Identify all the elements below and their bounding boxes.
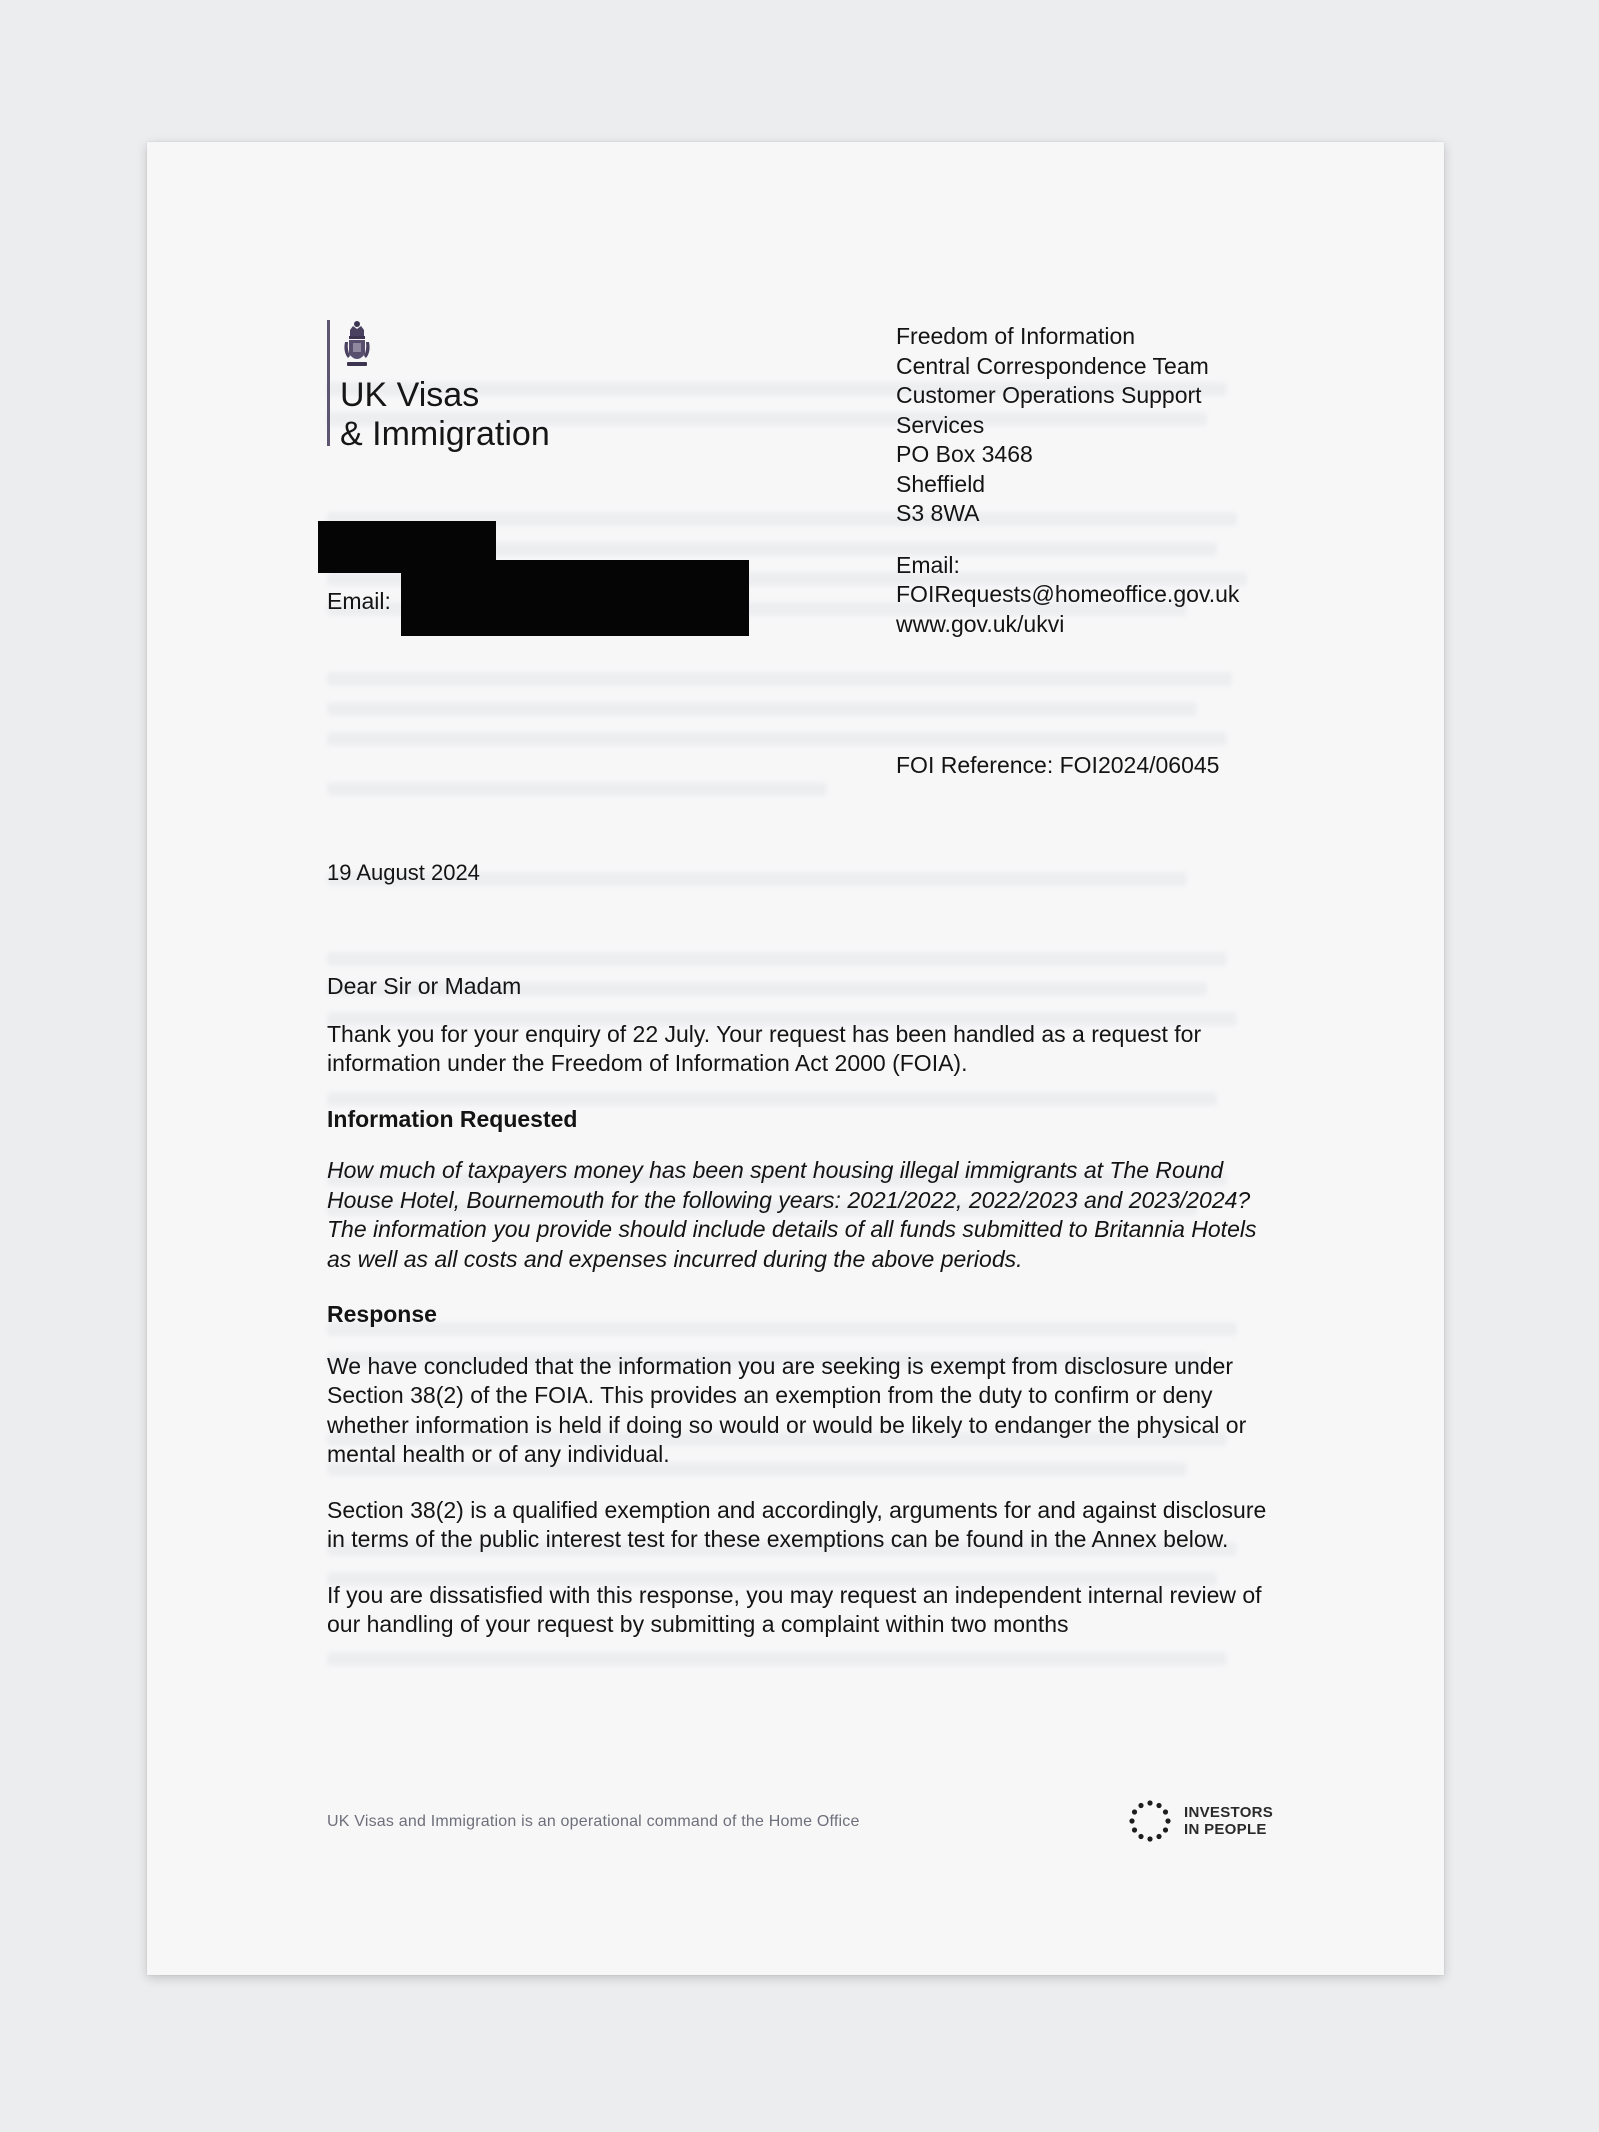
letter-date: 19 August 2024 xyxy=(327,860,480,885)
letter-page xyxy=(147,142,1444,1975)
response-paragraph-2: Section 38(2) is a qualified exemption and accordingly, arguments for and against disclosure in terms of the public interest test for these exemptions can be found in the Annex below. xyxy=(327,1496,1267,1552)
requested-question: How much of taxpayers money has been spent housing illegal immigrants at The Round House Hotel, Bournemouth for the following years: 2021/2022, 2022/2023 and 2023/2024? The information you provide should include details of all funds submitted to Britannia Hotels as well as all costs and expenses incurred during the above periods. xyxy=(327,1157,1257,1272)
logo-wordmark xyxy=(340,376,550,454)
investors-in-people-wreath-icon xyxy=(1126,1797,1174,1845)
address-line: Freedom of Information xyxy=(896,323,1136,349)
investors-in-people-text xyxy=(1184,1804,1273,1838)
address-line: PO Box 3468 xyxy=(896,441,1033,467)
royal-crest-icon xyxy=(342,320,372,376)
foi-reference: FOI Reference: FOI2024/06045 xyxy=(896,752,1220,778)
address-line: Sheffield xyxy=(896,470,986,497)
footer-note: UK Visas and Immigration is an operational command of the Home Office xyxy=(327,1813,860,1830)
sender-address xyxy=(896,322,1239,639)
intro-paragraph: Thank you for your enquiry of 22 July. Your request has been handled as a request for information under the Freedom of Information Act 2000 (FOIA). xyxy=(327,1020,1202,1076)
iip-line-2: IN PEOPLE xyxy=(1184,1821,1267,1838)
logo-divider xyxy=(327,320,330,446)
redacted-email xyxy=(401,560,749,636)
response-paragraph-1: We have concluded that the information you are seeking is exempt from disclosure under Section 38(2) of the FOIA. This provides an exemption from the duty to confirm or deny whether information is held if doing so would or would be likely to endanger the physical or mental health or of any individual. xyxy=(327,1352,1247,1467)
uk-visas-immigration-logo xyxy=(327,320,550,453)
address-line: Customer Operations Support xyxy=(896,382,1202,408)
address-line: Services xyxy=(896,411,985,438)
investors-in-people-badge xyxy=(1126,1797,1273,1845)
logo-line-2: & Immigration xyxy=(340,415,550,453)
letter-body xyxy=(327,972,1267,1666)
iip-line-1: INVESTORS xyxy=(1184,1804,1274,1821)
address-line: S3 8WA xyxy=(896,500,980,526)
information-requested-heading: Information Requested xyxy=(327,1105,578,1132)
response-paragraph-3: If you are dissatisfied with this response, you may request an independent internal review of our handling of your request by submitting a complaint within two months xyxy=(327,1581,1262,1637)
sender-email-label: Email: xyxy=(896,551,960,578)
salutation: Dear Sir or Madam xyxy=(327,973,522,999)
sender-email: FOIRequests@homeoffice.gov.uk xyxy=(896,581,1240,607)
response-heading: Response xyxy=(327,1301,437,1327)
sender-website: www.gov.uk/ukvi xyxy=(896,610,1065,637)
recipient-email-label: Email: xyxy=(327,588,391,614)
address-line: Central Correspondence Team xyxy=(896,352,1209,379)
logo-line-1: UK Visas xyxy=(340,376,480,414)
